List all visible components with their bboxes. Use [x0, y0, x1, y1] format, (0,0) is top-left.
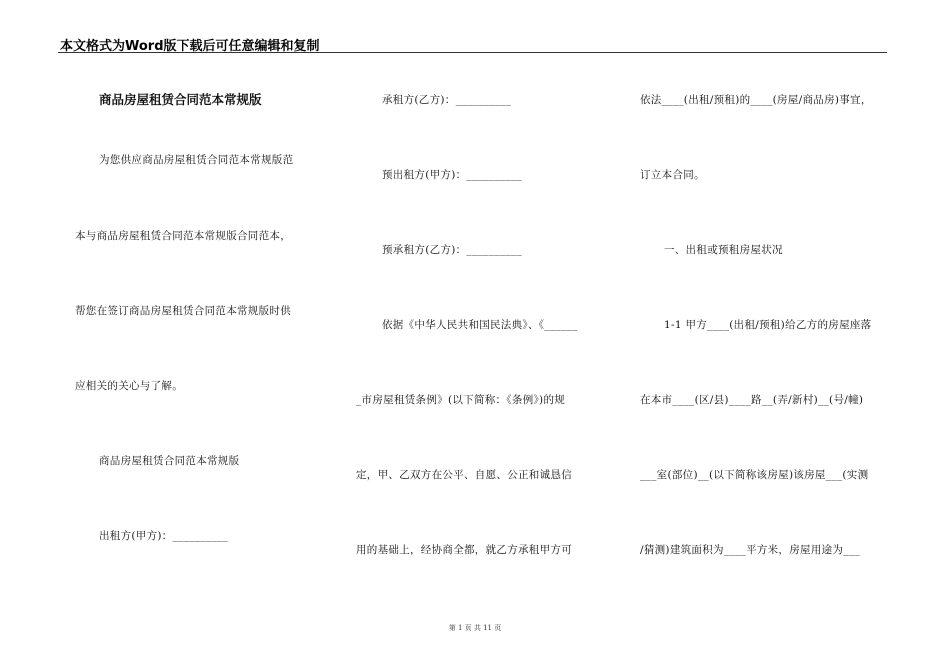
- document-title: 商品房屋租赁合同范本常规版: [99, 92, 262, 107]
- text-line: 预承租方(乙方)：__________: [382, 244, 522, 256]
- text-line: 1-1 甲方____(出租/预租)给乙方的房屋座落: [664, 319, 872, 331]
- text-line: 预出租方(甲方)：__________: [382, 169, 522, 181]
- section-heading: 一、出租或预租房屋状况: [664, 244, 783, 256]
- text-line: 承租方(乙方)：__________: [382, 94, 512, 106]
- text-line: 出租方(甲方)：__________: [99, 530, 229, 542]
- text-line: /猜测)建筑面积为____平方米，房屋用途为___: [640, 544, 860, 556]
- text-line: 定，甲、乙双方在公平、自愿、公正和诚恳信: [356, 469, 572, 481]
- text-line: _市房屋租赁条例》(以下简称：《条例》)的规: [356, 394, 566, 406]
- text-line: 本与商品房屋租赁合同范本常规版合同范本，: [75, 230, 291, 242]
- text-line: 在本市____(区/县)____路__(弄/新村)__(号/幢): [640, 394, 864, 406]
- text-column-1: [75, 0, 325, 672]
- document-header-title: 本文格式为Word版下载后可任意编辑和复制: [60, 39, 320, 54]
- text-line: 应相关的关心与了解。: [75, 380, 183, 392]
- page-number-footer: 第 1 页 共 11 页: [448, 624, 502, 632]
- text-line: 依法____(出租/预租)的____(房屋/商品房)事宜，: [640, 94, 872, 106]
- text-line: ___室(部位)__(以下简称该房屋)该房屋___(实测: [640, 469, 869, 481]
- text-line: 为您供应商品房屋租赁合同范本常规版范: [99, 154, 294, 166]
- section-heading: 商品房屋租赁合同范本常规版: [99, 455, 240, 467]
- text-line: 订立本合同。: [640, 169, 705, 181]
- text-line: 用的基础上，经协商全都，就乙方承租甲方可: [356, 544, 572, 556]
- text-line: 帮您在签订商品房屋租赁合同范本常规版时供: [75, 305, 291, 317]
- text-column-2: [356, 0, 606, 672]
- text-line: 依据《中华人民共和国民法典》、《______: [382, 319, 578, 331]
- text-column-3: [638, 0, 888, 672]
